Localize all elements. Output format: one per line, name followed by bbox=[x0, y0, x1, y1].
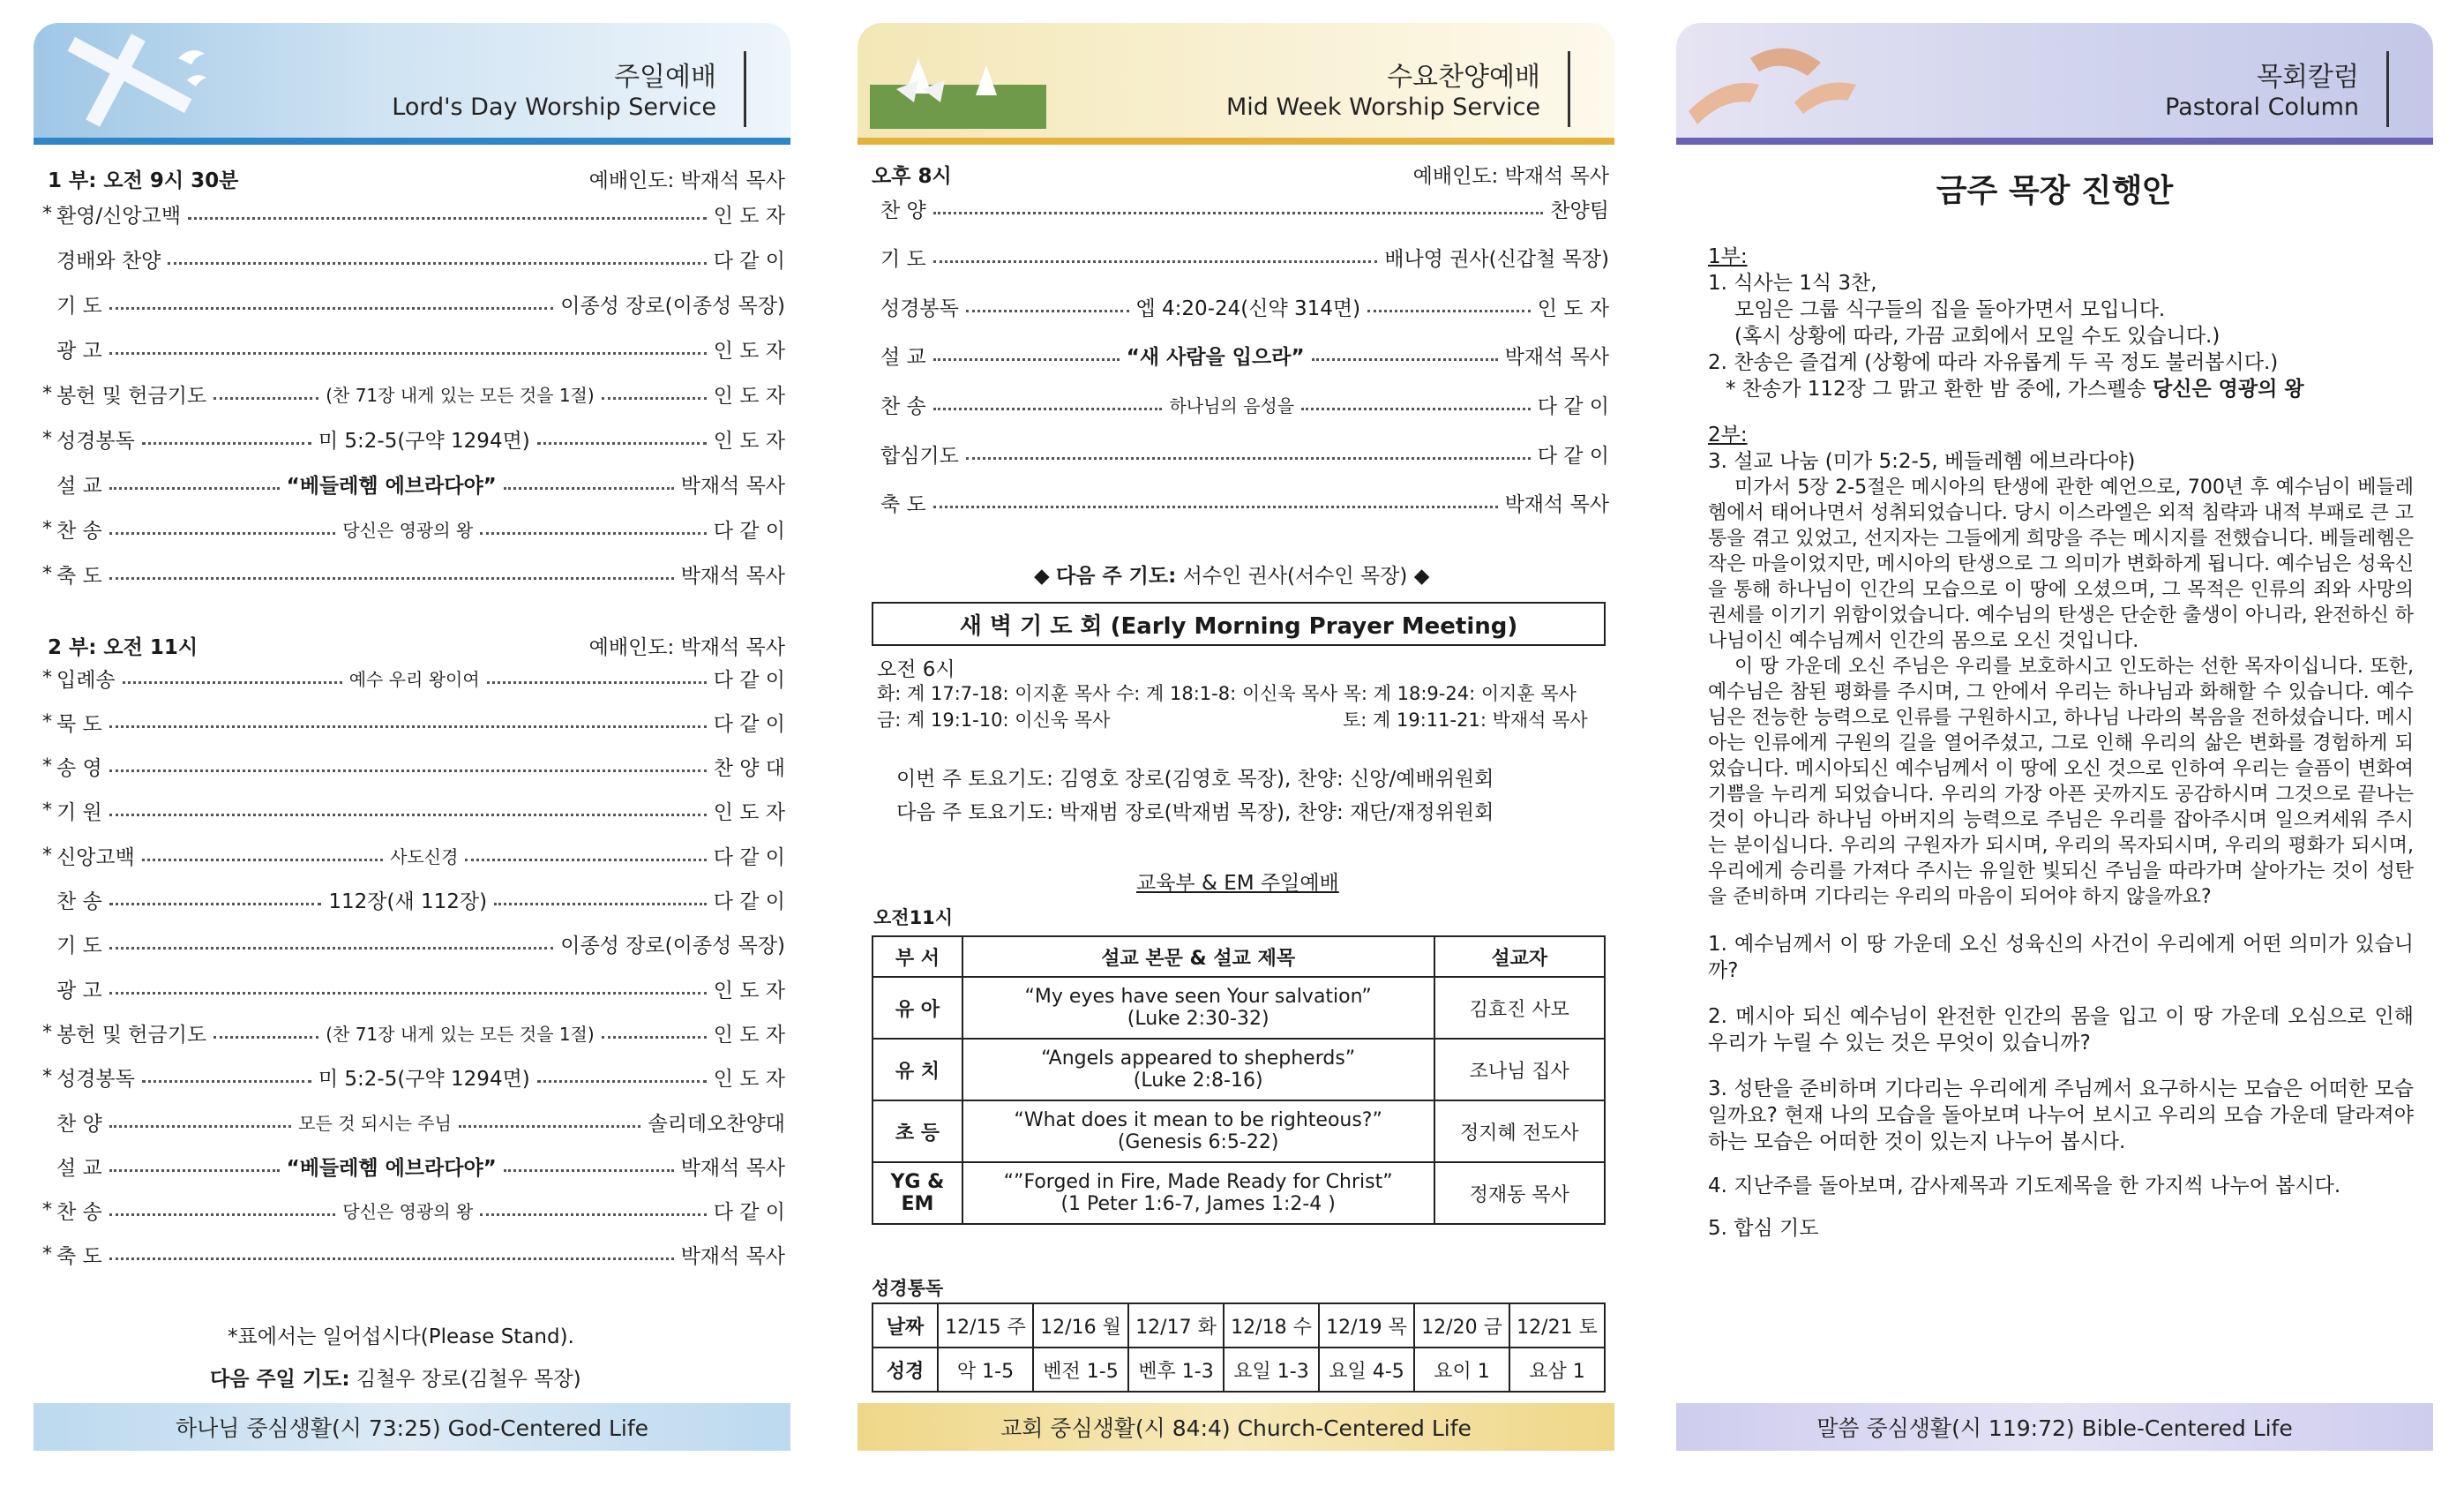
edu-preacher: 김효진 사모 bbox=[1434, 977, 1605, 1039]
order-item-label: 설 교 bbox=[56, 474, 102, 498]
saturday-prayer-this: 이번 주 토요기도: 김영호 장로(김영호 목장), 찬양: 신앙/예배위원회 bbox=[896, 768, 1494, 791]
order-item-label: 축 도 bbox=[56, 1245, 102, 1269]
stand-note: *표에서는 일어섭시다(Please Stand). bbox=[228, 1325, 574, 1348]
table-row bbox=[873, 1303, 1605, 1348]
reading-book: 요이 1 bbox=[1414, 1348, 1509, 1392]
order-item bbox=[42, 556, 785, 591]
order-item-leader: 박재석 목사 bbox=[680, 564, 785, 588]
dot-leader bbox=[109, 770, 707, 772]
edu-sermon-title: “My eyes have seen Your salvation” bbox=[1024, 986, 1372, 1008]
order-item-leader: 다 같 이 bbox=[713, 845, 785, 869]
order-item-leader: 다 같 이 bbox=[713, 712, 785, 736]
edu-preacher: 정재동 목사 bbox=[1434, 1162, 1605, 1224]
service-1-leader: 예배인도: 박재석 목사 bbox=[588, 169, 785, 192]
hymn-prefix: * 찬송가 112장 그 맑고 환한 밤 중에, 가스펠송 bbox=[1726, 378, 2146, 401]
reading-date: 12/20 금 bbox=[1414, 1303, 1509, 1348]
order-item bbox=[42, 1104, 785, 1139]
order-item-label: 설 교 bbox=[880, 346, 926, 370]
order-item-leader: 다 같 이 bbox=[713, 519, 785, 543]
dot-leader bbox=[504, 487, 674, 490]
midweek-worship-panel bbox=[858, 23, 1614, 1453]
order-item-star: * bbox=[42, 517, 52, 540]
header-title-english: Pastoral Column bbox=[2165, 94, 2359, 121]
service-2-time: 2 부: 오전 11시 bbox=[48, 636, 198, 659]
order-item-label: 축 도 bbox=[880, 493, 926, 517]
order-item bbox=[866, 289, 1609, 324]
order-item-leader: 박재석 목사 bbox=[1504, 493, 1609, 517]
order-item-leader: 다 같 이 bbox=[713, 1201, 785, 1225]
edu-col-dept: 부 서 bbox=[873, 936, 962, 977]
header-title-korean: 목회칼럼 bbox=[2257, 62, 2359, 93]
order-item bbox=[42, 286, 785, 321]
order-item-detail: 예수 우리 왕이여 bbox=[348, 668, 480, 690]
order-item-label: 찬 송 bbox=[56, 519, 102, 543]
edu-sermon-title: “Angels appeared to shepherds” bbox=[1041, 1047, 1356, 1070]
order-item bbox=[42, 511, 785, 546]
order-item-label: 성경봉독 bbox=[56, 1068, 135, 1092]
order-item bbox=[42, 793, 785, 829]
dot-leader bbox=[109, 903, 322, 905]
order-item-leader: 인 도 자 bbox=[713, 979, 785, 1002]
order-item bbox=[42, 1015, 785, 1050]
saturday-prayer-next: 다음 주 토요기도: 박재범 장로(박재범 목장), 찬양: 재단/재정위원회 bbox=[896, 801, 1494, 824]
order-item-leader: 다 같 이 bbox=[1537, 444, 1609, 468]
order-item-label: 설 교 bbox=[56, 1156, 102, 1180]
header-title-korean: 주일예배 bbox=[614, 62, 716, 93]
order-item-label: 송 영 bbox=[56, 757, 102, 781]
order-item-leader: 인 도 자 bbox=[713, 429, 786, 453]
order-item-detail: 미 5:2-5(구약 1294면) bbox=[318, 1068, 530, 1092]
order-item bbox=[866, 436, 1609, 471]
order-item bbox=[42, 749, 785, 785]
midweek-leader: 예배인도: 박재석 목사 bbox=[1412, 165, 1609, 188]
order-item-leader: 인 도 자 bbox=[713, 384, 786, 408]
order-item-leader: 다 같 이 bbox=[713, 249, 785, 273]
edu-dept: 유 치 bbox=[873, 1039, 962, 1100]
reading-row-head: 성경 bbox=[873, 1348, 938, 1392]
pastoral-column-panel bbox=[1676, 23, 2433, 1453]
order-item bbox=[866, 191, 1609, 226]
order-item bbox=[866, 338, 1609, 373]
order-item-leader: 박재석 목사 bbox=[680, 1245, 785, 1269]
order-item-detail: 당신은 영광의 왕 bbox=[342, 519, 474, 541]
next-sunday-prayer-label: 다음 주일 기도: bbox=[210, 1368, 350, 1391]
lily-flower-icon bbox=[870, 32, 1046, 129]
order-item-leader: 인 도 자 bbox=[713, 801, 785, 825]
order-item-label: 성경봉독 bbox=[880, 297, 959, 320]
dot-leader bbox=[109, 992, 707, 995]
order-item-label: 기 도 bbox=[880, 248, 926, 272]
edu-sermon-text: (Luke 2:30-32) bbox=[1127, 1008, 1269, 1030]
dot-leader bbox=[487, 681, 707, 684]
reading-date: 12/18 수 bbox=[1224, 1303, 1319, 1348]
question-4: 4. 지난주를 돌아보며, 감사제목과 기도제목을 한 가지씩 나누어 봅시다. bbox=[1708, 1175, 2341, 1197]
panel-footer: 말씀 중심생활(시 119:72) Bible-Centered Life bbox=[1676, 1403, 2433, 1451]
order-item-detail: 112장(새 112장) bbox=[328, 890, 488, 913]
edu-time: 오전11시 bbox=[873, 907, 954, 928]
hymn-line bbox=[1708, 376, 2414, 402]
next-sunday-prayer-value: 김철우 장로(김철우 목장) bbox=[356, 1368, 581, 1391]
order-item bbox=[866, 387, 1609, 422]
header-divider bbox=[744, 51, 746, 127]
edu-dept: YG & EM bbox=[873, 1162, 962, 1224]
edu-preacher: 정지혜 전도사 bbox=[1434, 1100, 1605, 1162]
order-item-label: 찬 송 bbox=[56, 1201, 102, 1225]
order-item bbox=[866, 240, 1609, 275]
next-sunday-prayer bbox=[210, 1363, 581, 1392]
order-item-detail: 모든 것 되시는 주님 bbox=[298, 1112, 452, 1134]
dot-leader bbox=[1367, 310, 1531, 312]
order-item-label: 경배와 찬양 bbox=[56, 249, 161, 273]
order-item-detail: 하나님의 음성을 bbox=[1169, 394, 1295, 417]
service-1-time: 1 부: 오전 9시 30분 bbox=[48, 169, 239, 192]
order-item-leader: 다 같 이 bbox=[1537, 394, 1610, 418]
panel-header bbox=[1676, 23, 2433, 145]
sermon-paragraph-1: 미가서 5장 2-5절은 메시아의 탄생에 관한 예언으로, 700년 후 예수님이 베들레헴에서 태어나면서 성취되었습니다. 당시 이스라엘은 외적 침략과 내적 부패로 큰 고통을 겪고 있었고, 선지자는 그들에게 희망을 주는 메시지를 전했습니다. 베들레헴은 작은 마을이었지만, 메시아의 탄생으로 그 의미가 변화하게 됩니다. 예수님은 성육신을 통해 하나님이 인간의 모습으로 이 땅에 오셨으며, 그 목적은 인류의 죄와 사망의 권세를 이기기 위함이었습니다. 예수님의 탄생은 단순한 출생이 아니라, 완전하신 하나님이신 예수님께서 인간의 몸으로 오신 것입니다. bbox=[1708, 477, 2414, 652]
column-heading: 금주 목장 진행안 bbox=[1936, 173, 2174, 209]
order-item-label: 기 도 bbox=[56, 935, 102, 958]
dot-leader bbox=[109, 1258, 674, 1260]
order-item-star: * bbox=[42, 202, 52, 225]
order-item-leader: 이종성 장로(이종성 목장) bbox=[560, 935, 785, 958]
order-item-leader: 솔리데오찬양대 bbox=[648, 1112, 786, 1136]
dot-leader bbox=[933, 260, 1378, 263]
reading-date: 12/19 목 bbox=[1319, 1303, 1414, 1348]
order-item-detail: “베들레헴 에브라다야” bbox=[286, 474, 497, 498]
order-item-leader: 배나영 권사(신갑철 목장) bbox=[1384, 248, 1609, 272]
dot-leader bbox=[966, 457, 1531, 460]
reading-book: 벤후 1-3 bbox=[1128, 1348, 1224, 1392]
column-body bbox=[1708, 244, 2414, 1242]
panel-header bbox=[34, 23, 790, 145]
table-row bbox=[873, 1162, 1605, 1224]
part-1-label: 1부: bbox=[1708, 245, 1748, 268]
order-item-leader: 인 도 자 bbox=[713, 204, 785, 228]
order-item-label: 찬 양 bbox=[880, 199, 926, 222]
order-item-label: 찬 송 bbox=[880, 394, 926, 418]
header-divider bbox=[2386, 51, 2389, 127]
order-item-label: 환영/신앙고백 bbox=[56, 204, 182, 228]
order-item bbox=[42, 331, 785, 366]
dot-leader bbox=[933, 408, 1163, 410]
question-3: 3. 성탄을 준비하며 기다리는 우리에게 주님께서 요구하시는 모습은 어떠한 모습일까요? 현재 나의 모습을 돌아보며 나누어 보시고 우리의 모습 가운데 달라져야 하는 모습은 어떠한 것이 있는지 나누어 봅시다. bbox=[1708, 1077, 2414, 1153]
order-item bbox=[42, 376, 785, 411]
edu-preacher: 조나님 집사 bbox=[1434, 1039, 1605, 1100]
dot-leader bbox=[1301, 408, 1531, 410]
dot-leader bbox=[537, 1080, 707, 1083]
dot-leader bbox=[142, 859, 383, 861]
midweek-time: 오후 8시 bbox=[872, 165, 952, 188]
dot-leader bbox=[480, 532, 707, 535]
cross-dove-icon bbox=[46, 32, 222, 129]
edu-sermon-title: “”Forged in Fire, Made Ready for Christ” bbox=[1003, 1171, 1393, 1193]
table-row bbox=[873, 1100, 1605, 1162]
dot-leader bbox=[966, 310, 1129, 312]
order-item bbox=[42, 196, 785, 231]
order-item-leader: 인 도 자 bbox=[713, 339, 785, 363]
order-item-label: 축 도 bbox=[56, 564, 102, 588]
edu-sermon-text: (Luke 2:8-16) bbox=[1133, 1070, 1263, 1092]
header-title-english: Mid Week Worship Service bbox=[1226, 94, 1540, 121]
order-item bbox=[42, 1148, 785, 1183]
dot-leader bbox=[168, 262, 706, 265]
dot-leader bbox=[109, 352, 707, 355]
reading-title: 성경통독 bbox=[872, 1278, 944, 1299]
order-item bbox=[42, 882, 785, 918]
edu-col-sermon: 설교 본문 & 설교 제목 bbox=[962, 936, 1434, 977]
order-item-label: 광 고 bbox=[56, 979, 102, 1002]
service-2-heading bbox=[48, 631, 785, 660]
edu-dept: 초 등 bbox=[873, 1100, 962, 1162]
dot-leader bbox=[109, 814, 707, 816]
dot-leader bbox=[109, 577, 674, 580]
part-1-line: (혹시 상황에 따라, 가끔 교회에서 모일 수도 있습니다.) bbox=[1734, 325, 2221, 348]
order-item-leader: 인 도 자 bbox=[713, 1068, 786, 1092]
dot-leader bbox=[109, 1169, 280, 1172]
order-item bbox=[42, 421, 785, 456]
edu-sermon-text: (1 Peter 1:6-7, James 1:2-4 ) bbox=[1060, 1193, 1336, 1215]
dot-leader bbox=[494, 903, 707, 905]
dot-leader bbox=[933, 358, 1120, 361]
order-item-leader: 찬 양 대 bbox=[713, 757, 785, 781]
order-item-leader: 박재석 목사 bbox=[680, 1156, 786, 1180]
order-item-leader: 박재석 목사 bbox=[680, 474, 786, 498]
reading-table bbox=[872, 1303, 1606, 1393]
order-item-label: 봉헌 및 헌금기도 bbox=[56, 384, 207, 408]
order-item-label: 성경봉독 bbox=[56, 429, 135, 453]
dot-leader bbox=[1312, 358, 1498, 361]
order-item bbox=[42, 241, 785, 276]
dot-leader bbox=[188, 217, 707, 220]
order-item-leader: 찬양팀 bbox=[1550, 199, 1609, 222]
panel-footer: 교회 중심생활(시 84:4) Church-Centered Life bbox=[858, 1403, 1614, 1451]
dot-leader bbox=[602, 397, 707, 400]
dot-leader bbox=[933, 212, 1544, 214]
dawn-prayer-line-2-left: 금: 계 19:1-10: 이신욱 목사 bbox=[877, 709, 1111, 731]
part-1-line: 2. 찬송은 즐겁게 (상황에 따라 자유롭게 두 곡 정도 불러봅시다.) bbox=[1708, 351, 2279, 374]
order-item-star: * bbox=[42, 1199, 52, 1222]
hymn-bold: 당신은 영광의 왕 bbox=[2153, 378, 2304, 401]
order-item-label: 합심기도 bbox=[880, 444, 959, 468]
dawn-prayer-line-2-right: 토: 계 19:11-21: 박재석 목사 bbox=[1343, 709, 1588, 731]
order-item-label: 광 고 bbox=[56, 339, 102, 363]
order-item-detail: “베들레헴 에브라다야” bbox=[286, 1156, 497, 1180]
order-item-star: * bbox=[42, 1021, 52, 1044]
reading-book: 요일 1-3 bbox=[1224, 1348, 1319, 1392]
order-item bbox=[42, 1193, 785, 1228]
sermon-paragraph-2: 이 땅 가운데 오신 주님은 우리를 보호하시고 인도하는 선한 목자이십니다. 또한, 예수님은 참된 평화를 주시며, 그 안에서 우리는 하나님과 화해할 수 있습니다. 예수님은 전능한 능력으로 인류를 구원하시고, 하나님 나라의 복음을 전하셨습니다. 메시아는 인류에게 구원의 길을 열어주셨고, 그로 인해 우리의 삶은 변화를 경험하게 되었습니다. 메시아되신 예수님께서 이 땅에 오신 것으로 인하여 우리는 슬픔이 변화여 기쁨을 누리게 되었습니다. 우리의 가장 아픈 곳까지도 공감하시며 그것으로 끝나는 것이 아니라 하나님 아버지의 능력으로 주님은 우리를 잡아주시며 일으켜세워 주시는 분이십니다. 우리의 구원자가 되시며, 우리의 목자되시며, 우리의 평화가 되시며, 우리에게 승리를 가져다 주시는 유일한 빛되신 주님을 따라가며 살아가는 것이 성탄을 준비하며 기다리는 우리의 마음이 되어야 하지 않을까요? bbox=[1708, 656, 2414, 908]
order-item-star: * bbox=[42, 1243, 52, 1266]
reading-date: 12/15 주 bbox=[938, 1303, 1033, 1348]
order-item-label: 봉헌 및 헌금기도 bbox=[56, 1023, 207, 1047]
order-item-leader: 다 같 이 bbox=[713, 668, 785, 692]
order-item bbox=[866, 485, 1609, 521]
order-item-detail: 엡 4:20-24(신약 314면) bbox=[1135, 297, 1361, 320]
question-2: 2. 메시아 되신 예수님이 완전한 인간의 몸을 입고 이 땅 가운데 오심으로 인해 우리가 누릴 수 있는 것은 무엇이 있습니까? bbox=[1708, 1005, 2414, 1055]
dot-leader bbox=[109, 307, 554, 310]
order-item-leader: 박재석 목사 bbox=[1504, 346, 1609, 370]
part-1-line: 1. 식사는 1식 3찬, bbox=[1708, 272, 1877, 295]
reading-row-head: 날짜 bbox=[873, 1303, 938, 1348]
panel-header bbox=[858, 23, 1614, 145]
order-item bbox=[42, 1060, 785, 1095]
midweek-heading bbox=[872, 160, 1609, 189]
dot-leader bbox=[537, 442, 707, 445]
dot-leader bbox=[213, 1036, 318, 1039]
order-item bbox=[42, 927, 785, 962]
next-week-prayer-label: 다음 주 기도: bbox=[1056, 565, 1177, 588]
dot-leader bbox=[109, 1125, 292, 1128]
edu-title: 교육부 & EM 주일예배 bbox=[1136, 872, 1339, 895]
service-1-heading bbox=[48, 164, 785, 193]
dot-leader bbox=[213, 397, 318, 400]
next-week-prayer bbox=[1034, 559, 1429, 589]
order-item-detail: 사도신경 bbox=[390, 845, 459, 867]
order-item-detail: (찬 71장 내게 있는 모든 것을 1절) bbox=[326, 1023, 595, 1045]
question-5: 5. 합심 기도 bbox=[1708, 1217, 1819, 1240]
dot-leader bbox=[480, 1213, 707, 1216]
order-item-star: * bbox=[42, 800, 52, 822]
dot-leader bbox=[465, 859, 706, 861]
reading-book: 요삼 1 bbox=[1509, 1348, 1605, 1392]
dawn-prayer-time: 오전 6시 bbox=[877, 658, 955, 681]
service-2-leader: 예배인도: 박재석 목사 bbox=[588, 636, 785, 659]
order-item-label: 신앙고백 bbox=[56, 845, 135, 869]
dot-leader bbox=[109, 1213, 336, 1216]
reading-book: 요일 4-5 bbox=[1319, 1348, 1414, 1392]
order-item bbox=[42, 704, 785, 739]
dot-leader bbox=[109, 487, 280, 490]
edu-sermon bbox=[962, 1162, 1434, 1224]
hands-icon bbox=[1689, 32, 1865, 129]
order-item bbox=[42, 837, 785, 873]
dawn-prayer-line-1: 화: 계 17:7-18: 이지훈 목사 수: 계 18:1-8: 이신욱 목사 목: 계 18:9-24: 이지훈 목사 bbox=[877, 683, 1577, 704]
order-item-leader: 인 도 자 bbox=[1537, 297, 1609, 320]
edu-header-row bbox=[873, 936, 1605, 977]
diamond-icon: ◆ bbox=[1034, 565, 1050, 588]
order-item-star: * bbox=[42, 710, 52, 733]
dot-leader bbox=[109, 532, 336, 535]
order-item-star: * bbox=[42, 666, 52, 689]
order-item-star: * bbox=[42, 382, 52, 405]
question-1: 1. 예수님께서 이 땅 가운데 오신 성육신의 사건이 우리에게 어떤 의미가 있습니까? bbox=[1708, 933, 2414, 982]
edu-sermon-text: (Genesis 6:5-22) bbox=[1117, 1131, 1279, 1153]
order-item-star: * bbox=[42, 562, 52, 585]
dot-leader bbox=[109, 947, 554, 950]
edu-sermon bbox=[962, 977, 1434, 1039]
next-week-prayer-value: 서수인 권사(서수인 목장) bbox=[1182, 565, 1408, 588]
dawn-prayer-title: 새 벽 기 도 회 (Early Morning Prayer Meeting) bbox=[872, 602, 1606, 646]
header-title-korean: 수요찬양예배 bbox=[1387, 62, 1540, 93]
order-item bbox=[42, 466, 785, 501]
order-item bbox=[42, 660, 785, 695]
order-item-star: * bbox=[42, 1066, 52, 1089]
edu-sermon-title: “What does it mean to be righteous?” bbox=[1014, 1109, 1382, 1131]
order-item-label: 찬 송 bbox=[56, 890, 102, 913]
order-item-leader: 인 도 자 bbox=[713, 1023, 786, 1047]
dot-leader bbox=[142, 1080, 311, 1083]
dot-leader bbox=[109, 725, 707, 728]
order-item-label: 묵 도 bbox=[56, 712, 102, 736]
part-1-line: 모임은 그룹 식구들의 집을 돌아가면서 모입니다. bbox=[1734, 298, 2166, 321]
reading-date: 12/21 토 bbox=[1509, 1303, 1605, 1348]
diamond-icon: ◆ bbox=[1413, 565, 1430, 588]
order-item bbox=[42, 1237, 785, 1273]
dot-leader bbox=[504, 1169, 674, 1172]
table-row bbox=[873, 977, 1605, 1039]
order-item-label: 기 도 bbox=[56, 294, 102, 318]
reading-book: 악 1-5 bbox=[938, 1348, 1033, 1392]
order-item-detail: (찬 71장 내게 있는 모든 것을 1절) bbox=[326, 384, 595, 406]
order-item-star: * bbox=[42, 427, 52, 450]
header-title-english: Lord's Day Worship Service bbox=[392, 94, 716, 121]
order-item-detail: 미 5:2-5(구약 1294면) bbox=[318, 429, 530, 453]
order-item-star: * bbox=[42, 844, 52, 867]
order-item-label: 찬 양 bbox=[56, 1112, 102, 1136]
part-2-intro: 3. 설교 나눔 (미가 5:2-5, 베들레헴 에브라다야) bbox=[1708, 450, 2136, 473]
order-item-star: * bbox=[42, 755, 52, 778]
edu-dept: 유 아 bbox=[873, 977, 962, 1039]
table-row bbox=[873, 1348, 1605, 1392]
dot-leader bbox=[142, 442, 311, 445]
order-item bbox=[42, 971, 785, 1006]
dot-leader bbox=[459, 1125, 641, 1128]
reading-date: 12/16 월 bbox=[1033, 1303, 1128, 1348]
table-row bbox=[873, 1039, 1605, 1100]
order-item-label: 입례송 bbox=[56, 668, 116, 692]
order-item-leader: 다 같 이 bbox=[713, 890, 785, 913]
edu-col-preacher: 설교자 bbox=[1434, 936, 1605, 977]
reading-date: 12/17 화 bbox=[1128, 1303, 1224, 1348]
panel-footer: 하나님 중심생활(시 73:25) God-Centered Life bbox=[34, 1403, 790, 1451]
dot-leader bbox=[602, 1036, 707, 1039]
sunday-worship-panel bbox=[34, 23, 790, 1453]
edu-sermon bbox=[962, 1039, 1434, 1100]
order-item-detail: 당신은 영광의 왕 bbox=[342, 1201, 474, 1223]
dot-leader bbox=[933, 506, 1498, 508]
edu-sermon bbox=[962, 1100, 1434, 1162]
reading-book: 벤전 1-5 bbox=[1033, 1348, 1128, 1392]
order-item-detail: “새 사람을 입으라” bbox=[1126, 346, 1305, 370]
order-item-leader: 이종성 장로(이종성 목장) bbox=[560, 294, 785, 318]
header-divider bbox=[1568, 51, 1570, 127]
dot-leader bbox=[123, 681, 342, 684]
order-item-label: 기 원 bbox=[56, 801, 102, 825]
part-2-label: 2부: bbox=[1708, 424, 1748, 447]
edu-table bbox=[872, 935, 1606, 1225]
